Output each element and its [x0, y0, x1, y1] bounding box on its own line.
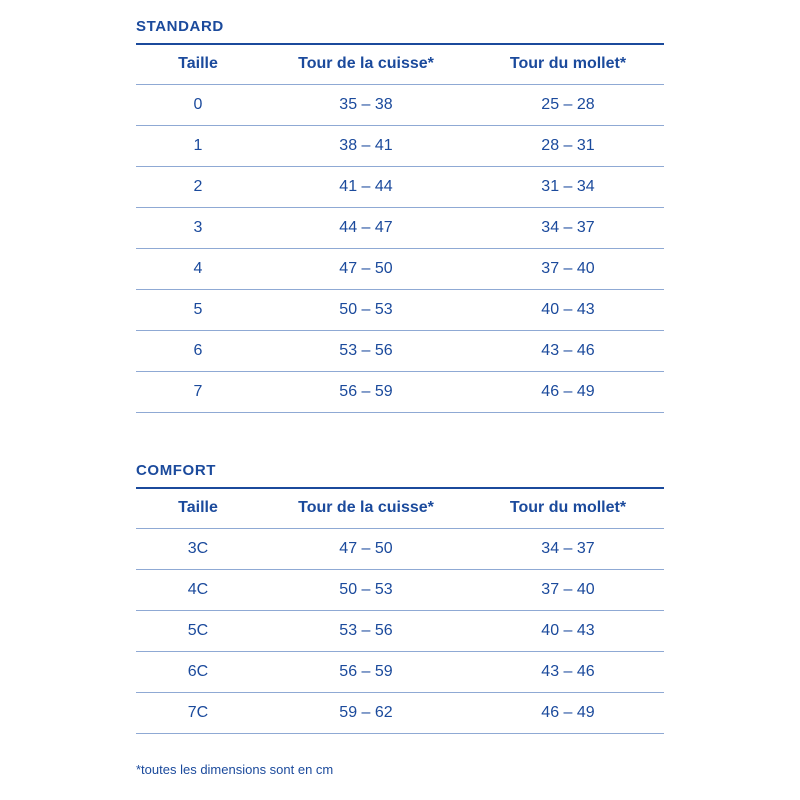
cell-thigh: 53 – 56: [260, 331, 472, 372]
cell-calf: 34 – 37: [472, 208, 664, 249]
cell-calf: 28 – 31: [472, 126, 664, 167]
table-row: [136, 126, 664, 167]
size-table-comfort: [136, 487, 664, 734]
cell-thigh: 41 – 44: [260, 167, 472, 208]
table-row: [136, 85, 664, 126]
cell-thigh: 44 – 47: [260, 208, 472, 249]
column-header-calf: Tour du mollet*: [472, 44, 664, 85]
cell-calf: 34 – 37: [472, 529, 664, 570]
table-row: [136, 208, 664, 249]
cell-size: 4C: [136, 570, 260, 611]
cell-size: 2: [136, 167, 260, 208]
table-row: [136, 652, 664, 693]
cell-calf: 43 – 46: [472, 652, 664, 693]
cell-thigh: 47 – 50: [260, 529, 472, 570]
table-head: [136, 488, 664, 529]
cell-calf: 40 – 43: [472, 290, 664, 331]
section-comfort: [136, 462, 664, 734]
column-header-size: Taille: [136, 488, 260, 529]
section-standard: [136, 18, 664, 413]
cell-size: 0: [136, 85, 260, 126]
column-header-thigh: Tour de la cuisse*: [260, 44, 472, 85]
table-row: [136, 693, 664, 734]
cell-calf: 37 – 40: [472, 249, 664, 290]
column-header-thigh: Tour de la cuisse*: [260, 488, 472, 529]
cell-thigh: 50 – 53: [260, 290, 472, 331]
table-row: [136, 611, 664, 652]
table-row: [136, 249, 664, 290]
table-row: [136, 570, 664, 611]
cell-size: 7: [136, 372, 260, 413]
cell-size: 6C: [136, 652, 260, 693]
column-header-calf: Tour du mollet*: [472, 488, 664, 529]
footnote-units: *toutes les dimensions sont en cm: [136, 762, 334, 777]
table-body: [136, 529, 664, 734]
cell-thigh: 38 – 41: [260, 126, 472, 167]
cell-thigh: 47 – 50: [260, 249, 472, 290]
column-header-size: Taille: [136, 44, 260, 85]
table-row: [136, 290, 664, 331]
cell-size: 7C: [136, 693, 260, 734]
cell-size: 4: [136, 249, 260, 290]
cell-calf: 43 – 46: [472, 331, 664, 372]
table-row: [136, 167, 664, 208]
size-table-standard: [136, 43, 664, 413]
section-title-standard: STANDARD: [136, 18, 224, 35]
cell-thigh: 56 – 59: [260, 372, 472, 413]
table-row: [136, 529, 664, 570]
cell-calf: 31 – 34: [472, 167, 664, 208]
cell-thigh: 59 – 62: [260, 693, 472, 734]
cell-thigh: 56 – 59: [260, 652, 472, 693]
cell-thigh: 35 – 38: [260, 85, 472, 126]
cell-thigh: 53 – 56: [260, 611, 472, 652]
cell-calf: 37 – 40: [472, 570, 664, 611]
cell-size: 3C: [136, 529, 260, 570]
cell-thigh: 50 – 53: [260, 570, 472, 611]
cell-size: 1: [136, 126, 260, 167]
section-title-comfort: COMFORT: [136, 462, 217, 479]
table-row: [136, 372, 664, 413]
table-body: [136, 85, 664, 413]
cell-size: 3: [136, 208, 260, 249]
table-row: [136, 331, 664, 372]
table-header-row: [136, 44, 664, 85]
cell-calf: 46 – 49: [472, 372, 664, 413]
cell-size: 6: [136, 331, 260, 372]
cell-calf: 40 – 43: [472, 611, 664, 652]
table-header-row: [136, 488, 664, 529]
cell-size: 5C: [136, 611, 260, 652]
cell-calf: 25 – 28: [472, 85, 664, 126]
cell-size: 5: [136, 290, 260, 331]
table-head: [136, 44, 664, 85]
cell-calf: 46 – 49: [472, 693, 664, 734]
